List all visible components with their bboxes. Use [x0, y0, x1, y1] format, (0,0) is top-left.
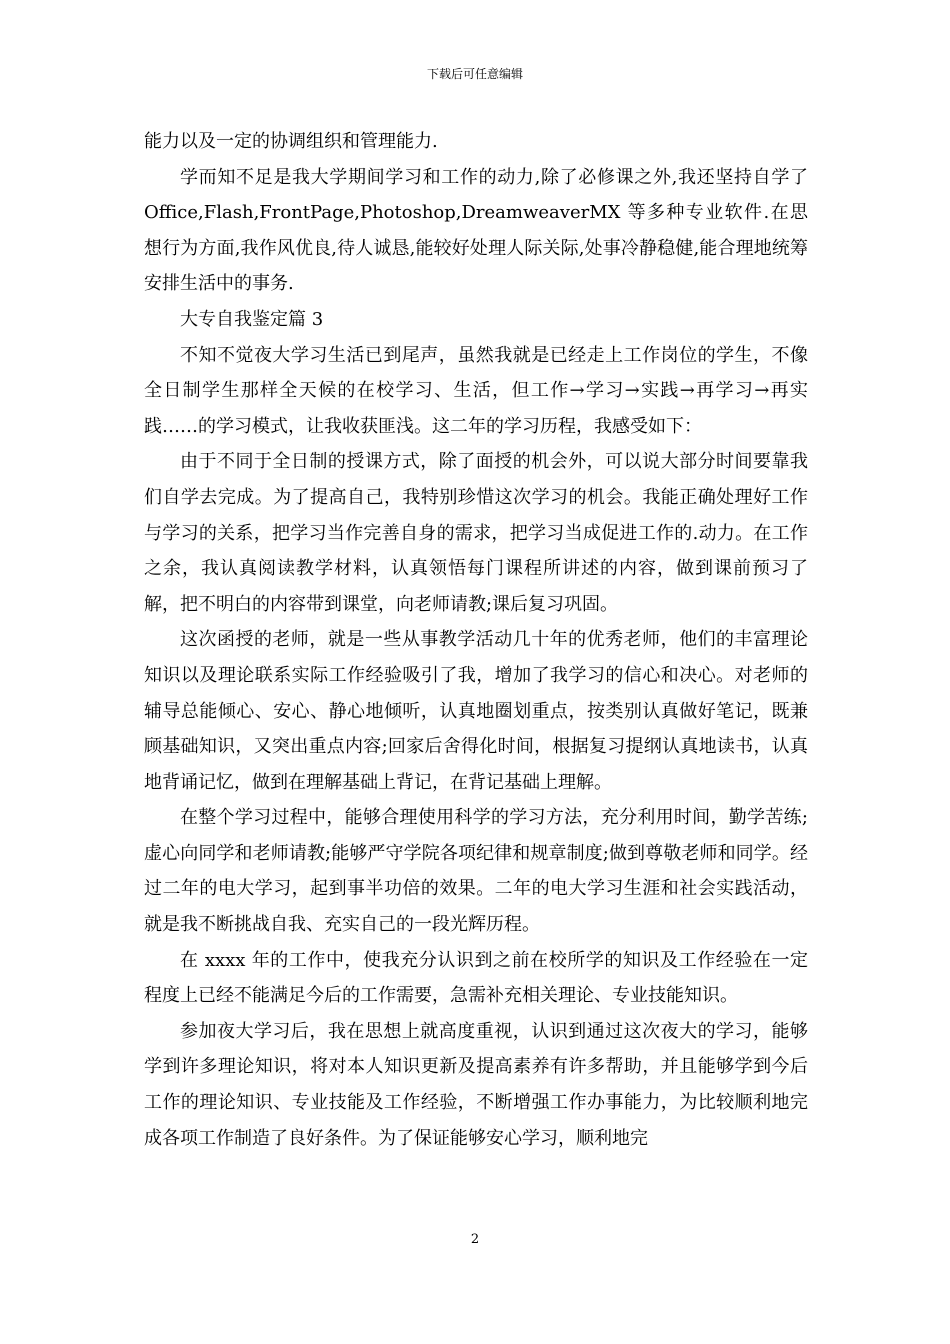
page-header: 下载后可任意编辑 [426, 67, 523, 81]
paragraph: 不知不觉夜大学习生活已到尾声，虽然我就是已经走上工作岗位的学生，不像全日制学生那样全天候的在校学习、生活，但工作→学习→实践→再学习→再实践……的学习模式，让我收获匪浅。这二年的学习历程，我感受如下： [144, 344, 808, 437]
paragraph: 学而知不足是我大学期间学习和工作的动力,除了必修课之外,我还坚持自学了 Office,Flash,FrontPage,Photoshop,DreamweaverMX 等多种专业软件.在思想行为方面,我作风优良,待人诚恳,能较好处理人际关际,处事冷静稳健,能合理地统筹安排生活中的事务. [144, 166, 808, 295]
paragraph: 在整个学习过程中，能够合理使用科学的学习方法，充分利用时间，勤学苦练;虚心向同学和老师请教;能够严守学院各项纪律和规章制度;做到尊敬老师和同学。经过二年的电大学习，起到事半功倍的效果。二年的电大学习生涯和社会实践活动，就是我不断挑战自我、充实自己的一段光辉历程。 [144, 807, 808, 936]
paragraph: 由于不同于全日制的授课方式，除了面授的机会外，可以说大部分时间要靠我们自学去完成。为了提高自己，我特别珍惜这次学习的机会。我能正确处理好工作与学习的关系，把学习当作完善自身的需求，把学习当成促进工作的.动力。在工作之余，我认真阅读教学材料，认真领悟每门课程所讲述的内容，做到课前预习了解，把不明白的内容带到课堂，向老师请教;课后复习巩固。 [144, 451, 808, 615]
paragraph: 在 xxxx 年的工作中，使我充分认识到之前在校所学的知识及工作经验在一定程度上已经不能满足今后的工作需要，急需补充相关理论、专业技能知识。 [144, 949, 808, 1007]
paragraph: 这次函授的老师，就是一些从事教学活动几十年的优秀老师，他们的丰富理论知识以及理论联系实际工作经验吸引了我，增加了我学习的信心和决心。对老师的辅导总能倾心、安心、静心地倾听，认真地圈划重点，按类别认真做好笔记，既兼顾基础知识，又突出重点内容;回家后舍得化时间，根据复习提纲认真地读书，认真地背诵记忆，做到在理解基础上背记，在背记基础上理解。 [144, 629, 808, 793]
paragraph: 能力以及一定的协调组织和管理能力. [144, 131, 438, 152]
page-number: 2 [470, 1232, 480, 1247]
paragraph: 参加夜大学习后，我在思想上就高度重视，认识到通过这次夜大的学习，能够学到许多理论知识，将对本人知识更新及提高素养有许多帮助，并且能够学到今后工作的理论知识、专业技能及工作经验，不断增强工作办事能力，为比较顺利地完成各项工作制造了良好条件。为了保证能够安心学习，顺利地完 [144, 1020, 808, 1149]
document-body [144, 124, 808, 1156]
section-heading: 大专自我鉴定篇 3 [180, 308, 324, 330]
